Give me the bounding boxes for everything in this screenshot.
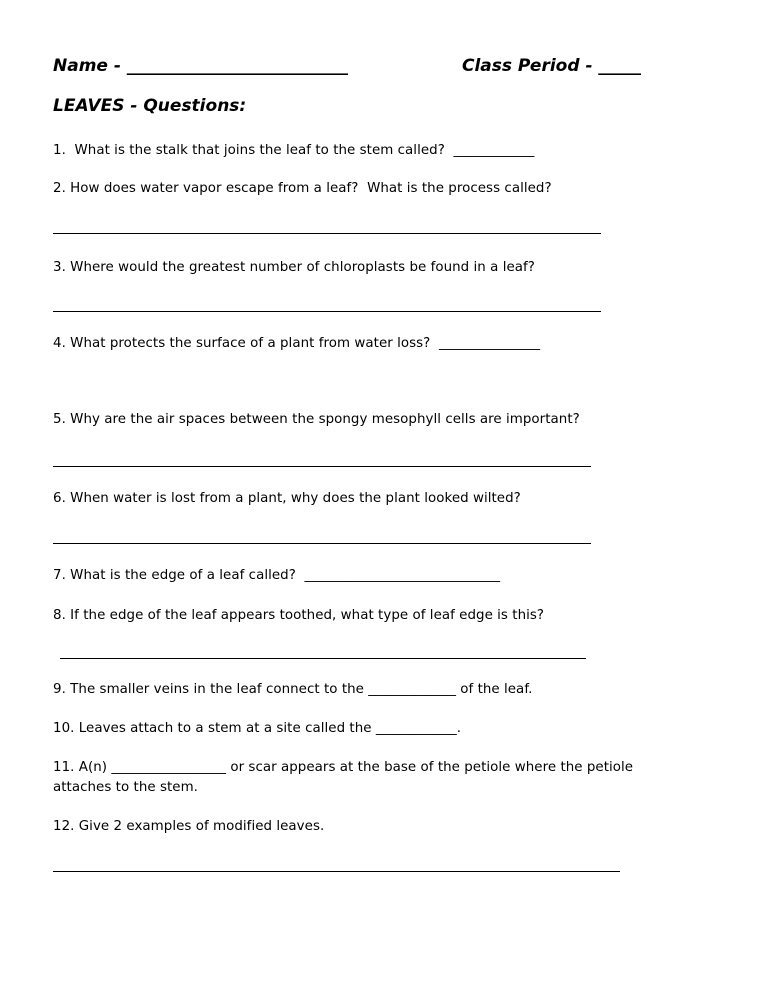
question-11-continued: attaches to the stem. — [53, 780, 198, 795]
question-2: 2. How does water vapor escape from a leaf? What is the process called? — [53, 181, 552, 196]
answer-line-5 — [53, 466, 591, 467]
question-9: 9. The smaller veins in the leaf connect to the _____________ of the leaf. — [53, 682, 533, 697]
answer-line-6 — [53, 543, 591, 544]
question-7: 7. What is the edge of a leaf called? _____________________________ — [53, 568, 501, 583]
question-8: 8. If the edge of the leaf appears toothed, what type of leaf edge is this? — [53, 608, 545, 623]
question-6: 6. When water is lost from a plant, why does the plant looked wilted? — [53, 491, 521, 506]
answer-line-12 — [53, 871, 620, 872]
question-12: 12. Give 2 examples of modified leaves. — [53, 819, 325, 834]
answer-line-8 — [60, 658, 586, 659]
question-10: 10. Leaves attach to a stem at a site called the ____________. — [53, 721, 462, 736]
answer-line-3 — [53, 311, 601, 312]
name-field-label: Name - __________________________ — [53, 56, 348, 76]
worksheet-title: LEAVES - Questions: — [53, 96, 247, 116]
question-11: 11. A(n) _________________ or scar appears at the base of the petiole where the petiole — [53, 760, 634, 775]
question-5: 5. Why are the air spaces between the spongy mesophyll cells are important? — [53, 412, 580, 427]
answer-line-2 — [53, 233, 601, 234]
class-period-field-label: Class Period - _____ — [462, 56, 641, 76]
question-4: 4. What protects the surface of a plant from water loss? _______________ — [53, 336, 541, 351]
question-1: 1. What is the stalk that joins the leaf to the stem called? ____________ — [53, 143, 535, 158]
question-3: 3. Where would the greatest number of chloroplasts be found in a leaf? — [53, 260, 535, 275]
